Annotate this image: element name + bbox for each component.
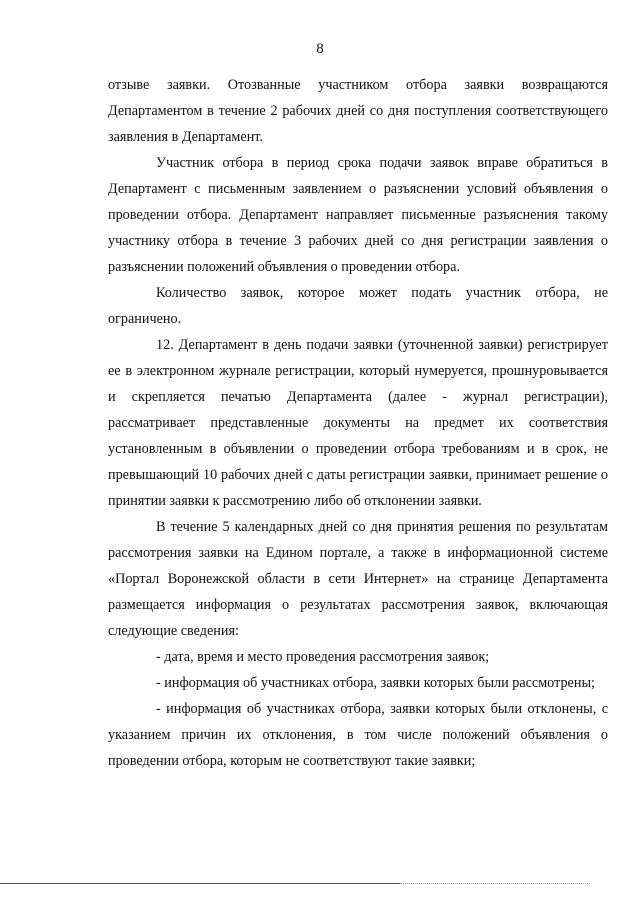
paragraph-12-registration: 12. Департамент в день подачи заявки (уточненной заявки) регистрирует ее в электронном журнале регистрации, который нумеруется, прошнуровывается и скрепляется печатью Департамента (далее - журнал регистрации), рассматривает представленные документы на предмет их соответствия установленным в объявлении о проведении отбора требованиям и в срок, не превышающий 10 рабочих дней с даты регистрации заявки, принимает решение о принятии заявки к рассмотрению либо об отклонении заявки. bbox=[108, 337, 608, 509]
paragraph-application-count: Количество заявок, которое может подать участник отбора, не ограничено. bbox=[108, 285, 608, 327]
list-item-rejected-participants: - информация об участниках отбора, заявки которых были отклонены, с указанием причин их отклонения, в том числе положений объявления о проведении отбора, которым не соответствуют такие заявки; bbox=[108, 701, 608, 769]
paragraph-withdrawal: отзыве заявки. Отозванные участником отбора заявки возвращаются Департаментом в течение 2 рабочих дней со дня поступления соответствующего заявления в Департамент. bbox=[108, 77, 608, 145]
paragraph-results-publication: В течение 5 календарных дней со дня принятия решения по результатам рассмотрения заявки на Едином портале, а также в информационной системе «Портал Воронежской области в сети Интернет» на странице Департамента размещается информация о результатах рассмотрения заявок, включающая следующие сведения: bbox=[108, 519, 608, 639]
page-number: 8 bbox=[316, 41, 324, 57]
footer-rule-dotted bbox=[400, 883, 590, 884]
footer-rule bbox=[0, 883, 400, 884]
paragraph-clarification: Участник отбора в период срока подачи заявок вправе обратиться в Департамент с письменным заявлением о разъяснении условий объявления о проведении отбора. Департамент направляет письменные разъяснения такому участнику отбора в течение 3 рабочих дней со дня регистрации заявления о разъяснении положений объявления о проведении отбора. bbox=[108, 155, 608, 275]
list-item-date-time-place: - дата, время и место проведения рассмотрения заявок; bbox=[156, 649, 490, 665]
list-item-reviewed-participants: - информация об участниках отбора, заявки которых были рассмотрены; bbox=[156, 675, 595, 691]
document-body bbox=[108, 72, 608, 774]
